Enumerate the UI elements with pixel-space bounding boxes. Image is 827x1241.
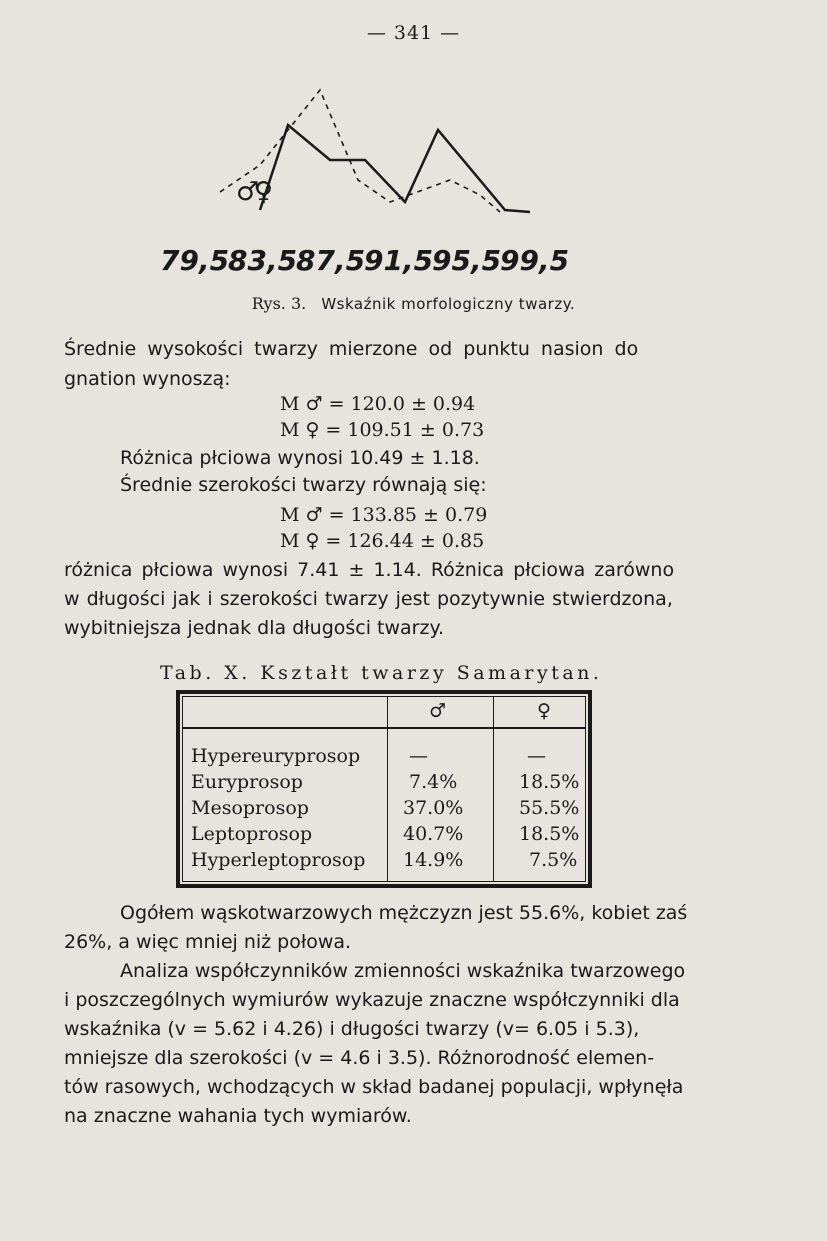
table-row-female: 18.5% xyxy=(519,823,580,845)
figure-caption-title: Wskaźnik morfologiczny twarzy. xyxy=(321,295,576,313)
paragraph4-line3: wskaźnika (v = 5.62 i 4.26) i długości twarzy (v= 6.05 i 5.3), xyxy=(64,1018,640,1040)
page-number: — 341 — xyxy=(366,22,461,44)
male-symbol: ♂ xyxy=(236,177,260,207)
face-shape-table xyxy=(176,690,592,888)
female-symbol: ♀ xyxy=(254,177,274,207)
paragraph3-line2: 26%, a więc mniej niż połowa. xyxy=(64,931,352,953)
x-label-6: 99,5 xyxy=(500,244,570,277)
height-male: M ♂ = 120.0 ± 0.94 xyxy=(280,393,476,415)
x-label-5: 95,5 xyxy=(432,244,502,277)
table-row-label: Leptoprosop xyxy=(191,823,313,845)
width-male: M ♂ = 133.85 ± 0.79 xyxy=(280,504,488,526)
width-female: M ♀ = 126.44 ± 0.85 xyxy=(280,530,485,552)
male-series-line xyxy=(260,125,530,212)
face-index-figure xyxy=(120,70,640,300)
table-header-female: ♀ xyxy=(537,700,551,722)
table-row-male: 40.7% xyxy=(403,823,464,845)
x-label-3: 87,5 xyxy=(296,244,366,277)
paragraph2-line3: wybitniejsza jednak dla długości twarzy. xyxy=(64,617,445,639)
x-label-1: 79,5 xyxy=(160,244,230,277)
table-row-female: 18.5% xyxy=(519,771,580,793)
table-row-male: 14.9% xyxy=(403,849,464,871)
paragraph1-line1: Średnie wysokości twarzy mierzone od punktu nasion do xyxy=(64,338,639,360)
table-row-male: 7.4% xyxy=(409,771,458,793)
height-difference: Różnica płciowa wynosi 10.49 ± 1.18. xyxy=(120,447,480,469)
paragraph4-line5: tów rasowych, wchodzących w skład badanej populacji, wpłynęła xyxy=(64,1076,684,1098)
table-row-label: Hypereuryprosop xyxy=(191,745,361,767)
table-row-female: 7.5% xyxy=(529,849,578,871)
paragraph2-line2: w długości jak i szerokości twarzy jest pozytywnie stwierdzona, xyxy=(64,588,673,610)
paragraph1-line2: gnation wynoszą: xyxy=(64,368,231,390)
table-row-label: Mesoprosop xyxy=(191,797,309,819)
x-label-2: 83,5 xyxy=(228,244,298,277)
figure-caption xyxy=(0,294,827,313)
height-female: M ♀ = 109.51 ± 0.73 xyxy=(280,419,485,441)
paragraph2-line1: różnica płciowa wynosi 7.41 ± 1.14. Różnica płciowa zarówno xyxy=(64,559,675,581)
paragraph4-line6: na znaczne wahania tych wymiarów. xyxy=(64,1105,412,1127)
table-title: Tab. X. Kształt twarzy Samarytan. xyxy=(160,662,603,684)
table-row-label: Hyperleptoprosop xyxy=(191,849,366,871)
table-row-male: — xyxy=(409,745,428,767)
paragraph4-line2: i poszczególnych wymiurów wykazuje znaczne współczynniki dla xyxy=(64,989,680,1011)
paragraph4-line4: mniejsze dla szerokości (v = 4.6 i 3.5). Różnorodność elemen- xyxy=(64,1047,655,1069)
table-row-female: — xyxy=(527,745,546,767)
x-axis-labels xyxy=(160,244,569,277)
figure-caption-label: Rys. 3. xyxy=(251,294,307,313)
table-row-label: Euryprosop xyxy=(191,771,303,793)
x-label-4: 91,5 xyxy=(364,244,434,277)
table-row-female: 55.5% xyxy=(519,797,580,819)
widths-intro: Średnie szerokości twarzy równają się: xyxy=(120,474,487,496)
table-row-male: 37.0% xyxy=(403,797,464,819)
paragraph4-line1: Analiza współczynników zmienności wskaźnika twarzowego xyxy=(120,960,686,982)
table-header-male: ♂ xyxy=(429,700,447,722)
paragraph3-line1: Ogółem wąskotwarzowych mężczyzn jest 55.6%, kobiet zaś xyxy=(120,902,688,924)
